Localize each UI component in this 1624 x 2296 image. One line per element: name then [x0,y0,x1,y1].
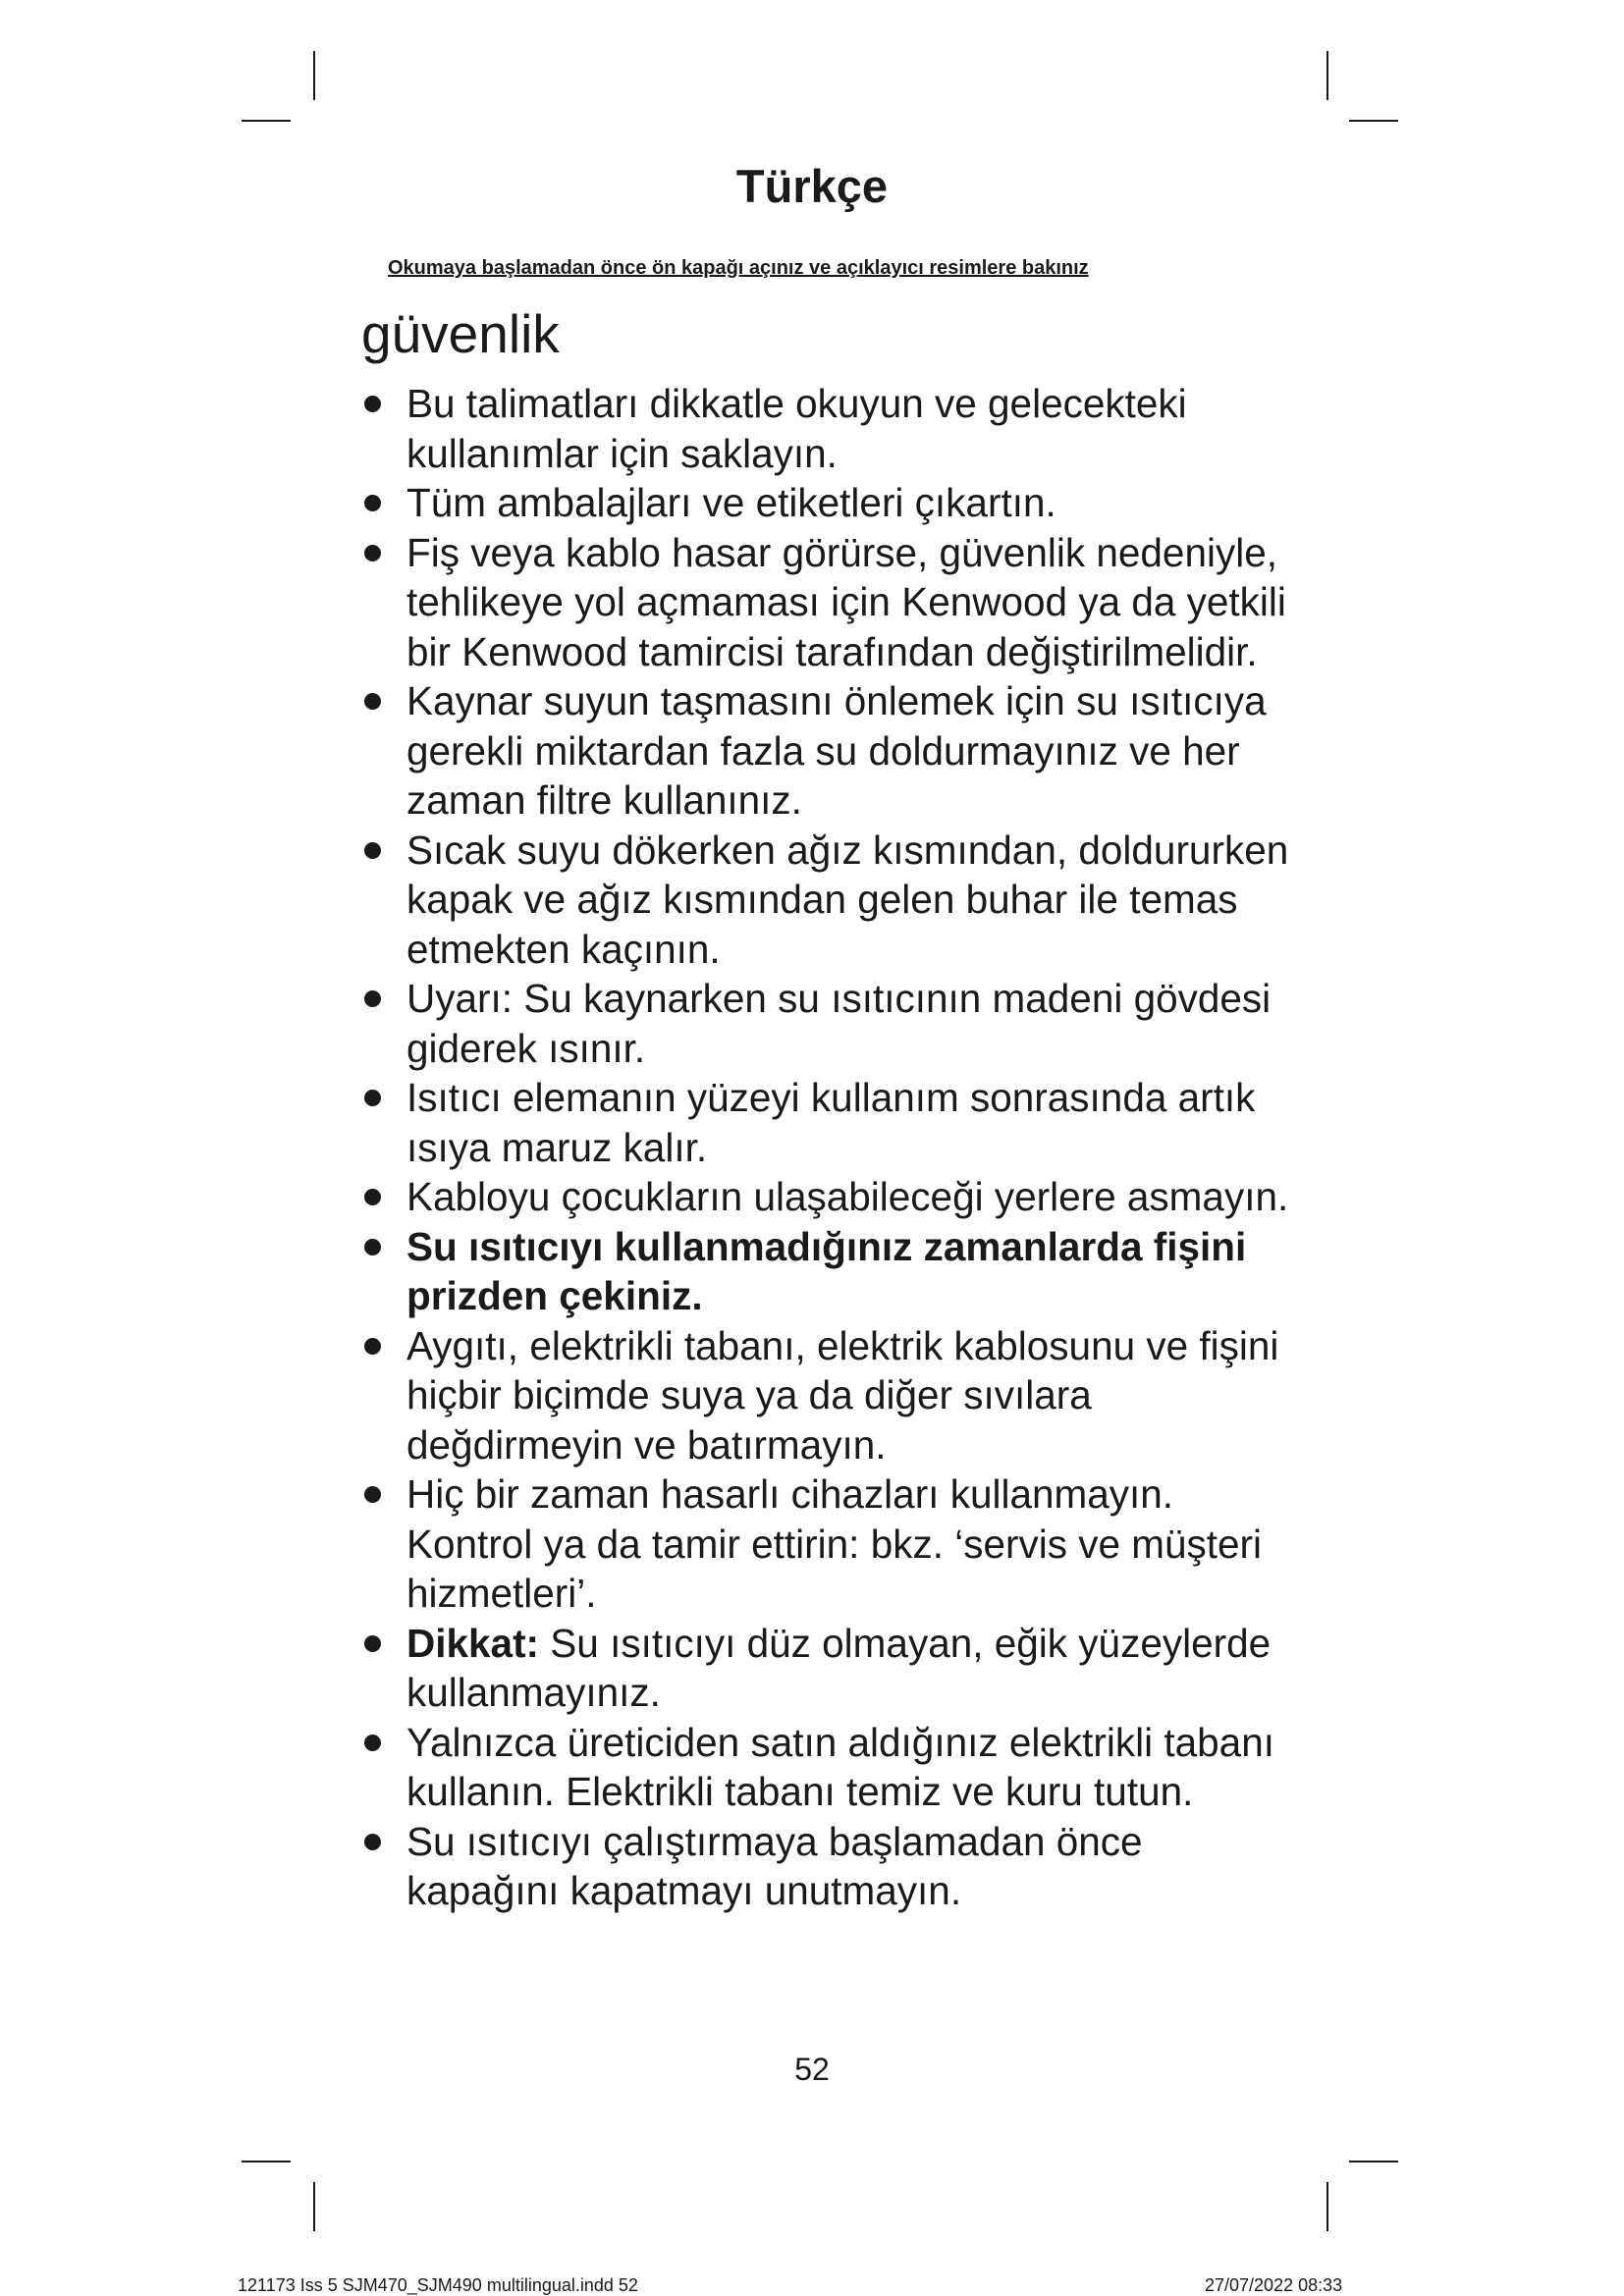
list-item [359,1172,1292,1222]
crop-mark [1326,51,1328,100]
item-text: Kabloyu çocukların ulaşabileceği yerlere asmayın. [406,1174,1289,1219]
bullet-icon [364,1834,381,1850]
item-text: Bu talimatları dikkatle okuyun ve gelecekteki kullanımlar için saklayın. [406,381,1187,476]
item-text: Uyarı: Su kaynarken su ısıtıcının madeni gövdesi giderek ısınır. [406,976,1272,1071]
item-text: Su ısıtıcıyı düz olmayan, eğik yüzeylerde kullanmayınız. [406,1620,1272,1715]
bullet-icon [364,1189,381,1205]
list-item [359,1321,1292,1470]
list-item [359,379,1292,478]
page-number: 52 [794,2052,830,2087]
bullet-icon [364,545,381,561]
bullet-icon [364,1090,381,1106]
item-text: Hiç bir zaman hasarlı cihazları kullanmayın. Kontrol ya da tamir ettirin: bkz. ‘servis ve müşteri hizmetleri’. [406,1471,1263,1616]
list-item [359,826,1292,975]
list-item [359,1222,1292,1321]
bullet-icon [364,396,381,412]
list-item [359,974,1292,1073]
bullet-icon [364,1338,381,1355]
bullet-icon [364,842,381,859]
item-text: Sıcak suyu dökerken ağız kısmından, doldururken kapak ve ağız kısmından gelen buhar ile temas etmekten kaçının. [406,827,1289,972]
footer-date: 27/07/2022 08:33 [1205,2275,1343,2295]
list-item [359,1619,1292,1718]
item-text: Aygıtı, elektrikli tabanı, elektrik kablosunu ve fişini hiçbir biçimde suya ya da diğer sıvılara değdirmeyin ve batırmayın. [406,1322,1279,1468]
crop-mark [242,120,291,122]
bullet-icon [364,693,381,710]
item-text: Tüm ambalajları ve etiketleri çıkartın. [406,480,1056,525]
page-subtitle: Okumaya başlamadan önce ön kapağı açınız ve açıklayıcı resimlere bakınız [388,257,1089,279]
item-text: Kaynar suyun taşmasını önlemek için su ısıtıcıya gerekli miktardan fazla su doldurmayınız ve her zaman filtre kullanınız. [406,678,1267,823]
crop-mark [1349,120,1398,122]
list-item [359,676,1292,826]
item-bold-text: Dikkat: [406,1620,540,1666]
list-item [359,1469,1292,1619]
list-item [359,1718,1292,1817]
list-item [359,478,1292,528]
crop-mark [313,51,315,100]
list-item [359,528,1292,677]
list-item [359,1817,1292,1916]
crop-mark [1326,2182,1328,2231]
item-text: Isıtıcı elemanın yüzeyi kullanım sonrasında artık ısıya maruz kalır. [406,1075,1256,1170]
section-heading: güvenlik [361,303,560,364]
crop-mark [242,2161,291,2163]
crop-mark [1349,2161,1398,2163]
crop-mark [313,2182,315,2231]
safety-list [359,379,1292,1916]
item-text: Yalnızca üreticiden satın aldığınız elektrikli tabanı kullanın. Elektrikli tabanı temiz ve kuru tutun. [406,1719,1274,1814]
item-text: Fiş veya kablo hasar görürse, güvenlik nedeniyle, tehlikeye yol açmaması için Kenwood ya da yetkili bir Kenwood tamircisi tarafından değiştirilmelidir. [406,529,1286,674]
bullet-icon [364,1486,381,1503]
bullet-icon [364,1735,381,1751]
item-text: Su ısıtıcıyı çalıştırmaya başlamadan önce kapağını kapatmayı unutmayın. [406,1818,1143,1913]
bullet-icon [364,495,381,511]
bullet-icon [364,1635,381,1652]
footer-file-info: 121173 Iss 5 SJM470_SJM490 multilingual.indd 52 [238,2275,638,2295]
list-item [359,1073,1292,1172]
page-title: Türkçe [735,160,889,212]
bullet-icon [364,990,381,1007]
bullet-icon [364,1239,381,1255]
item-bold-text: Su ısıtıcıyı kullanmadığınız zamanlarda fişini prizden çekiniz. [406,1223,1247,1318]
